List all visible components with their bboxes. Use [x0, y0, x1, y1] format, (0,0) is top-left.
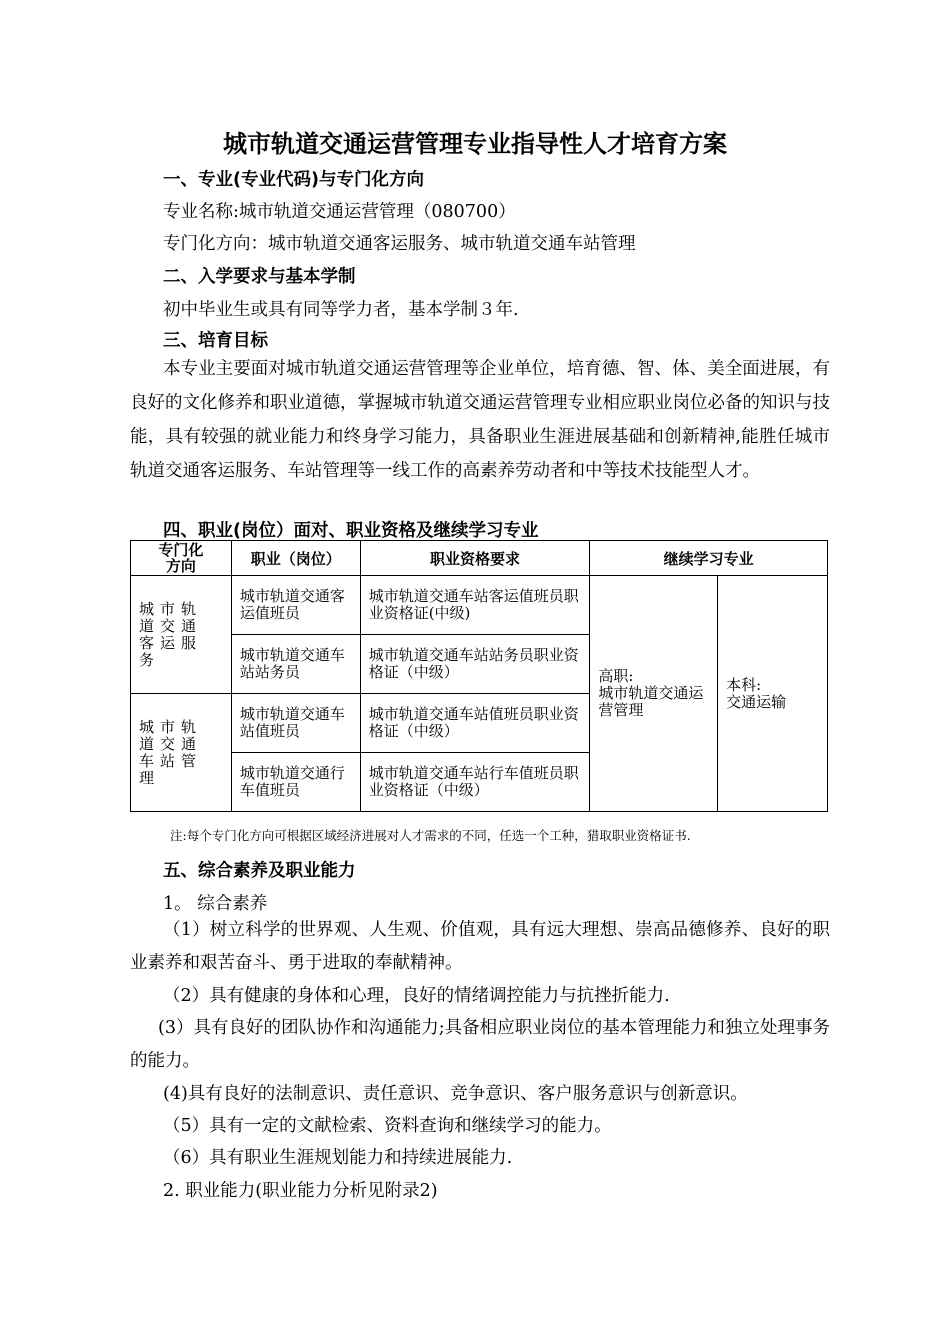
- table-note: 注:每个专门化方向可根据区域经济进展对人才需求的不同，任选一个工种，猎取职业资格证书.: [170, 828, 691, 843]
- section-heading-5: 五、综合素养及职业能力: [163, 861, 356, 881]
- job-cell: 城市轨道交通客运值班员: [231, 576, 360, 635]
- table-row: [131, 576, 828, 635]
- section-heading-2: 二、入学要求与基本学制: [163, 267, 356, 287]
- section-heading-3: 三、培育目标: [163, 331, 268, 351]
- page-title: 城市轨道交通运营管理专业指导性人才培育方案: [223, 130, 727, 158]
- requirement-cell: 城市轨道交通车站值班员职业资格证（中级）: [360, 694, 590, 753]
- list-item: （6）具有职业生涯规划能力和持续进展能力.: [163, 1148, 513, 1168]
- requirement-cell: 城市轨道交通车站站务员职业资格证（中级）: [360, 635, 590, 694]
- group-station-management: 城市轨道交通车站管理: [131, 694, 232, 812]
- specialization-line: 专门化方向：城市轨道交通客运服务、城市轨道交通车站管理: [163, 234, 636, 254]
- requirement-cell: 城市轨道交通车站行车值班员职业资格证（中级）: [360, 753, 590, 812]
- header-specialization: 专门化 方向: [131, 541, 232, 576]
- list-item: (4)具有良好的法制意识、责任意识、竞争意识、客户服务意识与创新意识。: [163, 1084, 748, 1104]
- major-name-line: 专业名称:城市轨道交通运营管理（080700）: [163, 202, 516, 222]
- requirement-cell: 城市轨道交通车站客运值班员职业资格证(中级): [360, 576, 590, 635]
- table-header-row: [131, 541, 828, 576]
- section-heading-1: 一、专业(专业代码)与专门化方向: [163, 170, 424, 190]
- subheading-professional: 2. 职业能力(职业能力分析见附录2): [163, 1181, 438, 1201]
- subheading-comprehensive: 1。 综合素养: [163, 894, 268, 914]
- list-item: (3）具有良好的团队协作和沟通能力;具备相应职业岗位的基本管理能力和独立处理事务的能力。: [130, 1018, 830, 1071]
- header-requirement: 职业资格要求: [360, 541, 590, 576]
- training-goal-paragraph: 本专业主要面对城市轨道交通运营管理等企业单位，培育德、智、体、美全面进展，有良好的文化修养和职业道德，掌握城市轨道交通运营管理专业相应职业岗位必备的知识与技能，具有较强的就业能力和终身学习能力，具备职业生涯进展基础和创新精神,能胜任城市轨道交通客运服务、车站管理等一线工作的高素养劳动者和中等技术技能型人才。: [130, 359, 830, 481]
- further-higher-cell: 高职: 城市轨道交通运营管理: [590, 576, 718, 812]
- header-job: 职业（岗位）: [231, 541, 360, 576]
- further-bachelor-cell: 本科: 交通运输: [718, 576, 828, 812]
- list-item: （1）树立科学的世界观、人生观、价值观，具有远大理想、崇高品德修养、良好的职业素养和艰苦奋斗、勇于进取的奉献精神。: [130, 920, 830, 973]
- section-heading-4: 四、职业(岗位）面对、职业资格及继续学习专业: [163, 521, 539, 541]
- list-item: （2）具有健康的身体和心理，良好的情绪调控能力与抗挫折能力.: [163, 986, 670, 1006]
- admission-line: 初中毕业生或具有同等学力者，基本学制３年.: [163, 300, 519, 320]
- job-cell: 城市轨道交通车站站务员: [231, 635, 360, 694]
- career-table: [130, 540, 828, 812]
- group-passenger-service: 城市轨道交通客运服务: [131, 576, 232, 694]
- list-item: （5）具有一定的文献检索、资料查询和继续学习的能力。: [163, 1116, 612, 1136]
- job-cell: 城市轨道交通行车值班员: [231, 753, 360, 812]
- job-cell: 城市轨道交通车站值班员: [231, 694, 360, 753]
- header-further-study: 继续学习专业: [590, 541, 828, 576]
